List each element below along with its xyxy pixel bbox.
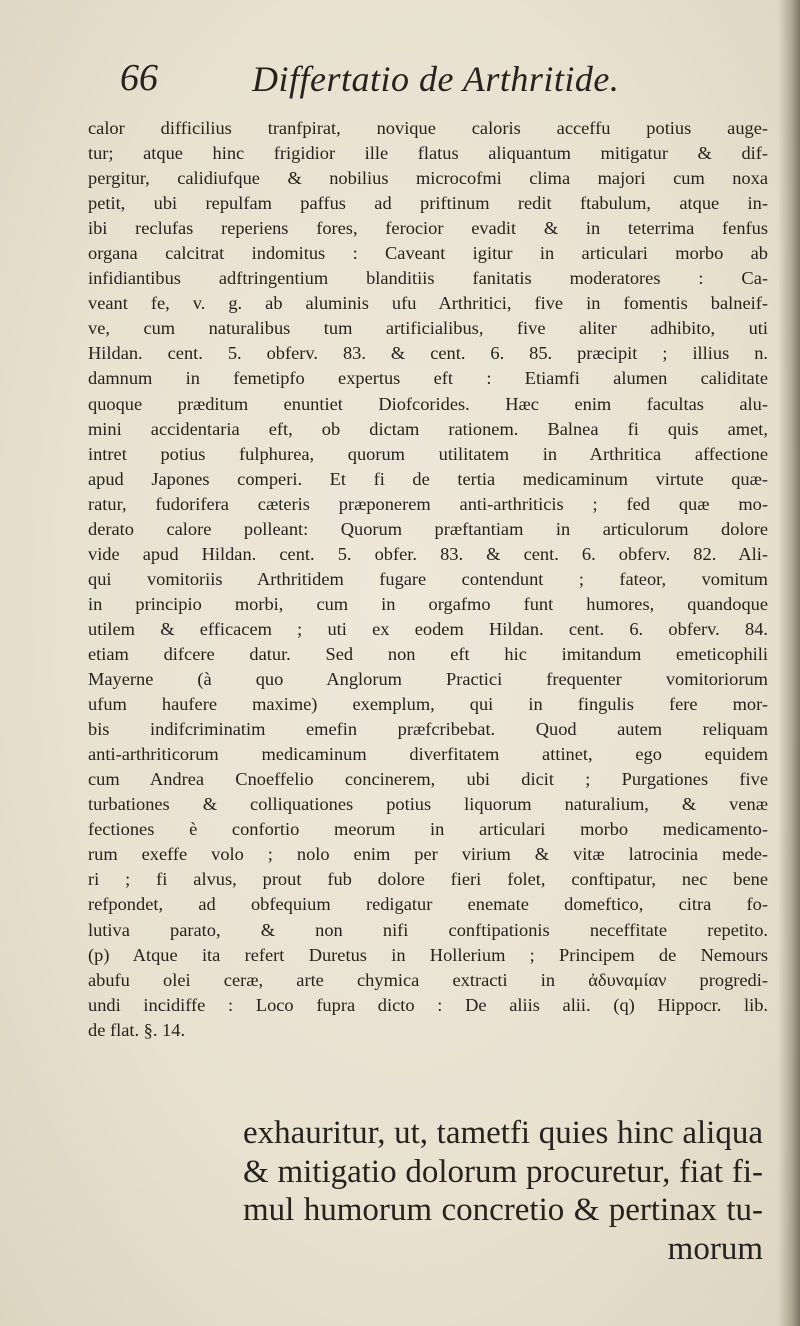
- main-text-block: [243, 1114, 763, 1268]
- footnote-block: [88, 116, 768, 1043]
- footnote-line: calor difficilius tranfpirat, novique caloris acceffu potius auge-: [88, 118, 768, 138]
- footnote-line: refpondet, ad obfequium redigatur enemate domeftico, citra fo-: [88, 894, 768, 915]
- footnote-line: de flat. §. 14.: [88, 1019, 186, 1040]
- footnote-line: quoque præditum enuntiet Diofcorides. Hæc enim facultas alu-: [88, 393, 768, 414]
- footnote-line: turbationes & colliquationes potius liquorum naturalium, & venæ: [88, 794, 768, 815]
- footnote-line: (p) Atque ita refert Duretus in Hollerium ; Principem de Nemours: [88, 944, 768, 965]
- footnote-line: ri ; fi alvus, prout fub dolore fieri folet, conftipatur, nec bene: [88, 869, 768, 890]
- footnote-line: undi incidiffe : Loco fupra dicto : De aliis alii. (q) Hippocr. lib.: [88, 994, 768, 1015]
- main-text-line: mul humorum concretio & pertinax tu-: [243, 1192, 763, 1228]
- footnote-line: intret potius fulphurea, quorum utilitatem in Arthritica affectione: [88, 443, 768, 464]
- footnote-line: abufu olei ceræ, arte chymica extracti in ἀδυναμίαν progredi-: [88, 969, 768, 990]
- footnote-line: ufum haufere maxime) exemplum, qui in fingulis fere mor-: [88, 694, 768, 715]
- footnote-line: lutiva parato, & non nifi conftipationis neceffitate repetito.: [88, 919, 768, 940]
- page-gutter-shadow: [778, 0, 800, 1326]
- footnote-line: damnum in femetipfo expertus eft : Etiamfi alumen caliditate: [88, 368, 768, 389]
- footnote-line: anti-arthriticorum medicaminum diverfitatem attinet, ego equidem: [88, 744, 768, 765]
- footnote-line: infidiantibus adftringentium blanditiis fanitatis moderatores : Ca-: [88, 268, 768, 289]
- footnote-line: organa calcitrat indomitus : Caveant igitur in articulari morbo ab: [88, 243, 768, 264]
- footnote-line: veant fe, v. g. ab aluminis ufu Arthritici, five in fomentis balneif-: [88, 293, 768, 314]
- footnote-line: petit, ubi repulfam paffus ad priftinum redit ftabulum, atque in-: [88, 193, 768, 214]
- footnote-line: vide apud Hildan. cent. 5. obfer. 83. & cent. 6. obferv. 82. Ali-: [88, 543, 768, 564]
- footnote-line: etiam difcere datur. Sed non eft hic imitandum emeticophili: [88, 643, 768, 664]
- footnote-line: pergitur, calidiufque & nobilius microcofmi clima majori cum noxa: [88, 168, 768, 189]
- page-header: [90, 56, 750, 104]
- footnote-line: mini accidentaria eft, ob dictam rationem. Balnea fi quis amet,: [88, 418, 768, 439]
- main-text-line: exhauritur, ut, tametfi quies hinc aliqua: [243, 1115, 763, 1151]
- footnote-line: in principio morbi, cum in orgafmo funt humores, quandoque: [88, 593, 768, 614]
- footnote-line: tur; atque hinc frigidior ille flatus aliquantum mitigatur & dif-: [88, 143, 768, 164]
- page-number: 66: [120, 57, 158, 99]
- footnote-line: fectiones è confortio meorum in articulari morbo medicamento-: [88, 819, 768, 840]
- footnote-line: bis indifcriminatim emefin præfcribebat. Quod autem reliquam: [88, 719, 768, 740]
- footnote-line: ibi reclufas reperiens fores, ferocior evadit & in teterrima fenfus: [88, 218, 768, 239]
- main-text-line: & mitigatio dolorum procuretur, fiat fi-: [243, 1153, 763, 1190]
- footnote-line: ve, cum naturalibus tum artificialibus, five aliter adhibito, uti: [88, 318, 768, 339]
- footnote-line: Hildan. cent. 5. obferv. 83. & cent. 6. 85. præcipit ; illius n.: [88, 343, 768, 364]
- footnote-line: Mayerne (à quo Anglorum Practici frequenter vomitoriorum: [88, 669, 768, 690]
- footnote-line: ratur, fudorifera cæteris præponerem anti-arthriticis ; fed quæ mo-: [88, 493, 768, 514]
- footnote-line: rum exeffe volo ; nolo enim per virium & vitæ latrocinia mede-: [88, 844, 768, 865]
- footnote-line: cum Andrea Cnoeffelio concinerem, ubi dicit ; Purgationes five: [88, 769, 768, 790]
- footnote-line: utilem & efficacem ; uti ex eodem Hildan. cent. 6. obferv. 84.: [88, 618, 768, 639]
- footnote-line: derato calore polleant: Quorum præftantiam in articulorum dolore: [88, 518, 768, 539]
- footnote-line: qui vomitoriis Arthritidem fugare contendunt ; fateor, vomitum: [88, 568, 768, 589]
- catchword: morum: [667, 1230, 763, 1267]
- running-title: Differtatio de Arthritide.: [252, 59, 620, 99]
- footnote-line: apud Japones comperi. Et fi de tertia medicaminum virtute quæ-: [88, 468, 768, 489]
